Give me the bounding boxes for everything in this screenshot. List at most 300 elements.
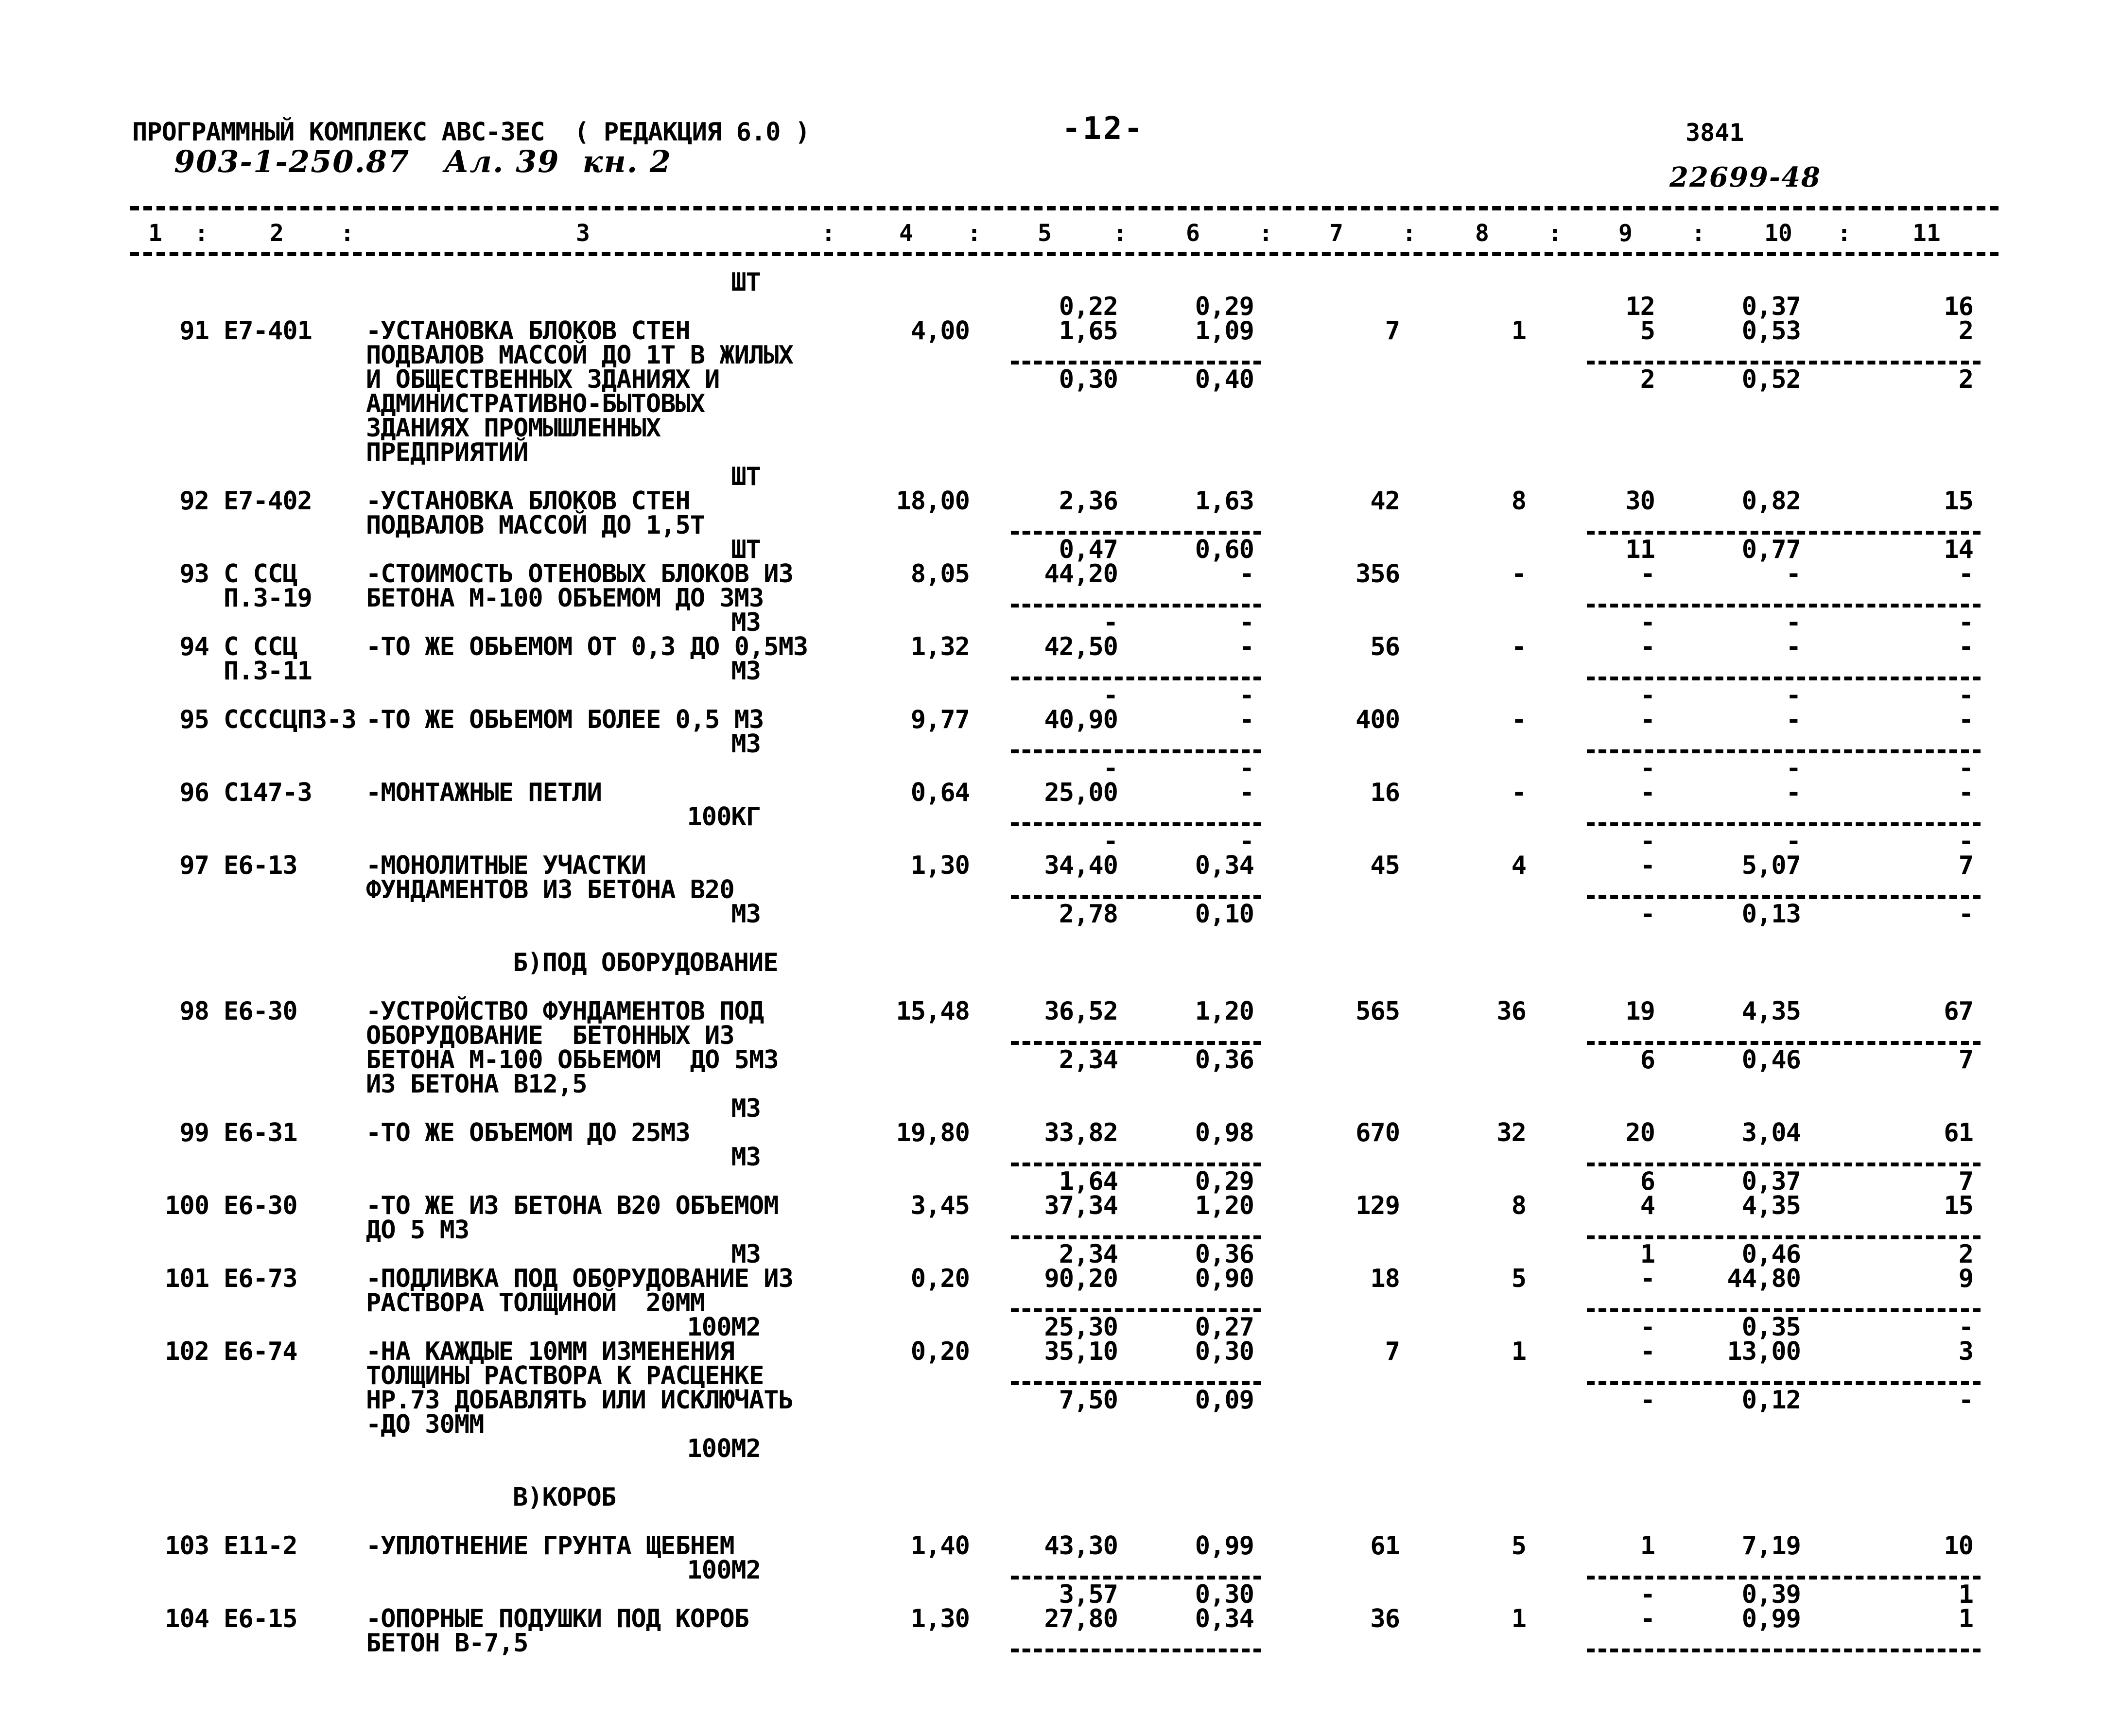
col-header-11: 11 <box>1912 220 1941 247</box>
col-header-4: 4 <box>899 220 913 247</box>
cell-c11: 10 <box>1944 1531 1973 1561</box>
item-description: -УПЛОТНЕНИЕ ГРУНТА ЩЕБНЕМ <box>366 1531 734 1561</box>
cell-c10: 0,46 <box>1741 1240 1801 1269</box>
table-line <box>0 1531 2120 1561</box>
item-code: Е6-30 <box>224 997 297 1026</box>
dashed-separator <box>1011 1041 1261 1045</box>
item-description: -ДО 30ММ <box>366 1410 484 1439</box>
col-header-1: 1 <box>148 220 162 247</box>
cell-c9: - <box>1640 851 1655 880</box>
dashed-separator <box>1011 1576 1261 1580</box>
cell-c6: 1,09 <box>1195 316 1254 346</box>
cell-c7: 356 <box>1355 559 1400 589</box>
cell-c11: - <box>1958 705 1973 734</box>
item-code: Е6-30 <box>224 1191 297 1220</box>
item-description: И ОБЩЕСТВЕННЫХ ЗДАНИЯХ И <box>366 365 720 394</box>
dashed-separator <box>1587 895 1981 899</box>
cell-c9: - <box>1640 632 1655 661</box>
dashed-separator <box>1587 604 1981 608</box>
cell-c9: 19 <box>1625 997 1655 1026</box>
table-line <box>0 1485 2120 1510</box>
unit-label: ШТ <box>731 268 761 297</box>
cell-c10: 0,99 <box>1741 1604 1801 1633</box>
cell-c11: - <box>1958 778 1973 807</box>
cell-c7: 45 <box>1370 851 1400 880</box>
cell-c6: 0,29 <box>1195 1167 1254 1196</box>
cell-c5: 36,52 <box>1044 997 1118 1026</box>
table-body <box>0 268 2120 1658</box>
cell-c8: 1 <box>1511 1337 1526 1366</box>
cell-c4: 0,20 <box>910 1264 970 1293</box>
col-separator: : <box>1259 220 1273 247</box>
table-line <box>0 900 2120 929</box>
table-line <box>0 802 2120 832</box>
dashed-separator <box>1011 531 1261 535</box>
table-line <box>0 729 2120 759</box>
item-description: БЕТОНА М-100 ОБЪЕМОМ ДО 3М3 <box>366 584 764 613</box>
cell-c10: - <box>1786 705 1801 734</box>
item-number: 102 <box>165 1337 209 1366</box>
dashed-separator <box>1011 1235 1261 1239</box>
item-description: БЕТОН В-7,5 <box>366 1629 528 1658</box>
cell-c4: 1,32 <box>910 632 970 661</box>
cell-c7: 42 <box>1370 486 1400 516</box>
item-description: -ТО ЖЕ ОБЪЕМОМ ДО 25М3 <box>366 1118 690 1147</box>
cell-c8: - <box>1511 705 1526 734</box>
dashed-separator <box>1587 1576 1981 1580</box>
table-line <box>0 1386 2120 1415</box>
table-line <box>0 1191 2120 1220</box>
col-header-9: 9 <box>1618 220 1633 247</box>
item-code: Е6-74 <box>224 1337 297 1366</box>
dashed-separator <box>1587 677 1981 680</box>
cell-c6: - <box>1239 778 1254 807</box>
col-header-3: 3 <box>576 220 590 247</box>
cell-c11: - <box>1958 632 1973 661</box>
cell-c5: 40,90 <box>1044 705 1118 734</box>
cell-c6: - <box>1239 705 1254 734</box>
cell-c5: 25,00 <box>1044 778 1118 807</box>
doc-number: 3841 <box>1686 119 1744 147</box>
item-number: 96 <box>179 778 209 807</box>
section-heading: Б)ПОД ОБОРУДОВАНИЕ <box>513 948 778 977</box>
dashed-separator <box>1011 1163 1261 1166</box>
table-line <box>0 632 2120 661</box>
cell-c11: - <box>1958 681 1973 710</box>
table-header-rule <box>130 252 1998 256</box>
cell-c9: 6 <box>1640 1045 1655 1075</box>
cell-c10: 0,13 <box>1741 900 1801 929</box>
cell-c10: 4,35 <box>1741 997 1801 1026</box>
item-description: -ТО ЖЕ ИЗ БЕТОНА В20 ОБЪЕМОМ <box>366 1191 779 1220</box>
cell-c5: 0,30 <box>1059 365 1118 394</box>
table-line <box>0 414 2120 443</box>
table-line <box>0 1169 2120 1194</box>
cell-c4: 1,30 <box>910 851 970 880</box>
cell-c10: - <box>1786 559 1801 589</box>
cell-c5: 0,47 <box>1059 535 1118 564</box>
table-line <box>0 610 2120 635</box>
cell-c9: 4 <box>1640 1191 1655 1220</box>
cell-c4: 3,45 <box>910 1191 970 1220</box>
dashed-separator <box>1587 1041 1981 1045</box>
cell-c7: 7 <box>1385 316 1400 346</box>
item-description: НР.73 ДОБАВЛЯТЬ ИЛИ ИСКЛЮЧАТЬ <box>366 1386 793 1415</box>
cell-c9: - <box>1640 1313 1655 1342</box>
cell-c10: 0,35 <box>1741 1313 1801 1342</box>
cell-c11: - <box>1958 900 1973 929</box>
cell-c9: - <box>1640 754 1655 783</box>
table-top-rule <box>130 206 1998 210</box>
cell-c8: 1 <box>1511 1604 1526 1633</box>
cell-c10: 5,07 <box>1741 851 1801 880</box>
cell-c10: - <box>1786 778 1801 807</box>
item-code: Е6-73 <box>224 1264 297 1293</box>
item-description: ЗДАНИЯХ ПРОМЫШЛЕННЫХ <box>366 414 661 443</box>
item-code: Е6-31 <box>224 1118 297 1147</box>
table-line <box>0 926 2120 951</box>
cell-c7: 670 <box>1355 1118 1400 1147</box>
unit-label: 100М2 <box>687 1434 761 1463</box>
item-code: ССССЦП3-3 <box>224 705 356 734</box>
cell-c7: 61 <box>1370 1531 1400 1561</box>
unit-label: М3 <box>731 729 761 759</box>
cell-c5: - <box>1103 754 1118 783</box>
dashed-separator <box>1587 822 1981 826</box>
cell-c9: 30 <box>1625 486 1655 516</box>
col-separator: : <box>194 220 209 247</box>
unit-label: М3 <box>731 1240 761 1269</box>
table-line <box>0 1629 2120 1658</box>
table-line <box>0 316 2120 346</box>
cell-c11: 7 <box>1958 1045 1973 1075</box>
dashed-separator <box>1011 604 1261 608</box>
cell-c11: 3 <box>1958 1337 1973 1366</box>
cell-c5: 33,82 <box>1044 1118 1118 1147</box>
cell-c6: 1,20 <box>1195 997 1254 1026</box>
item-description: -МОНТАЖНЫЕ ПЕТЛИ <box>366 778 602 807</box>
cell-c10: 0,46 <box>1741 1045 1801 1075</box>
cell-c11: 16 <box>1944 292 1973 321</box>
item-description: ПОДВАЛОВ МАССОЙ ДО 1Т В ЖИЛЫХ <box>366 341 793 370</box>
cell-c9: - <box>1640 608 1655 637</box>
item-description: АДМИНИСТРАТИВНО-БЫТОВЫХ <box>366 389 705 418</box>
cell-c9: - <box>1640 681 1655 710</box>
cell-c11: 14 <box>1944 535 1973 564</box>
cell-c10: 0,82 <box>1741 486 1801 516</box>
cell-c10: 0,53 <box>1741 316 1801 346</box>
cell-c4: 8,05 <box>910 559 970 589</box>
item-code: С ССЦ <box>224 632 297 661</box>
cell-c10: - <box>1786 632 1801 661</box>
cell-c10: 0,37 <box>1741 1167 1801 1196</box>
cell-c5: - <box>1103 827 1118 856</box>
col-separator: : <box>1402 220 1416 247</box>
cell-c6: 0,36 <box>1195 1045 1254 1075</box>
item-number: 98 <box>179 997 209 1026</box>
cell-c6: 0,90 <box>1195 1264 1254 1293</box>
cell-c11: 15 <box>1944 486 1973 516</box>
cell-c9: 1 <box>1640 1531 1655 1561</box>
item-number: 101 <box>165 1264 209 1293</box>
cell-c10: - <box>1786 754 1801 783</box>
item-number: 103 <box>165 1531 209 1561</box>
cell-c10: - <box>1786 681 1801 710</box>
item-number: 91 <box>179 316 209 346</box>
cell-c9: 6 <box>1640 1167 1655 1196</box>
table-line <box>0 584 2120 613</box>
cell-c8: - <box>1511 559 1526 589</box>
cell-c9: 2 <box>1640 365 1655 394</box>
dashed-separator <box>1011 749 1261 753</box>
cell-c6: 0,09 <box>1195 1386 1254 1415</box>
cell-c10: 7,19 <box>1741 1531 1801 1561</box>
table-line <box>0 1264 2120 1293</box>
page-title: ПРОГРАММНЫЙ КОМПЛЕКС АВС-3ЕС ( РЕДАКЦИЯ 6.0 ) <box>132 118 810 147</box>
dashed-separator <box>1011 822 1261 826</box>
table-line <box>0 1510 2120 1534</box>
cell-c11: 2 <box>1958 316 1973 346</box>
cell-c5: 2,78 <box>1059 900 1118 929</box>
col-header-6: 6 <box>1186 220 1200 247</box>
cell-c6: 0,29 <box>1195 292 1254 321</box>
table-line <box>0 975 2120 999</box>
cell-c7: 7 <box>1385 1337 1400 1366</box>
cell-c9: - <box>1640 827 1655 856</box>
cell-c8: 5 <box>1511 1264 1526 1293</box>
cell-c6: 0,27 <box>1195 1313 1254 1342</box>
item-description: РАСТВОРА ТОЛЩИНОЙ 20ММ <box>366 1288 705 1318</box>
cell-c10: 4,35 <box>1741 1191 1801 1220</box>
handwritten-archive-code: 22699-48 <box>1669 161 1821 193</box>
table-line <box>0 1556 2120 1585</box>
cell-c4: 1,40 <box>910 1531 970 1561</box>
table-line <box>0 1143 2120 1172</box>
table-line <box>0 999 2120 1024</box>
cell-c11: - <box>1958 827 1973 856</box>
cell-c5: - <box>1103 608 1118 637</box>
table-line <box>0 341 2120 370</box>
cell-c5: 2,34 <box>1059 1240 1118 1269</box>
cell-c8: 1 <box>1511 316 1526 346</box>
cell-c7: 56 <box>1370 632 1400 661</box>
cell-c5: 90,20 <box>1044 1264 1118 1293</box>
cell-c10: 0,39 <box>1741 1580 1801 1609</box>
cell-c6: - <box>1239 559 1254 589</box>
table-line <box>0 1412 2120 1437</box>
cell-c5: 35,10 <box>1044 1337 1118 1366</box>
cell-c8: - <box>1511 778 1526 807</box>
cell-c6: - <box>1239 632 1254 661</box>
cell-c11: 1 <box>1958 1580 1973 1609</box>
table-line <box>0 853 2120 878</box>
cell-c6: 0,34 <box>1195 1604 1254 1633</box>
cell-c5: 42,50 <box>1044 632 1118 661</box>
dashed-separator <box>1587 1381 1981 1385</box>
item-code: Е6-15 <box>224 1604 297 1633</box>
cell-c8: 8 <box>1511 486 1526 516</box>
table-line <box>0 1288 2120 1318</box>
dashed-separator <box>1587 361 1981 365</box>
cell-c11: 15 <box>1944 1191 1973 1220</box>
cell-c9: - <box>1640 705 1655 734</box>
item-number: 97 <box>179 851 209 880</box>
cell-c8: 8 <box>1511 1191 1526 1220</box>
unit-label: ШТ <box>731 535 761 564</box>
item-description: -МОНОЛИТНЫЕ УЧАСТКИ <box>366 851 646 880</box>
cell-c8: 36 <box>1496 997 1526 1026</box>
cell-c11: 7 <box>1958 851 1973 880</box>
cell-c11: 2 <box>1958 1240 1973 1269</box>
cell-c7: 16 <box>1370 778 1400 807</box>
cell-c11: 9 <box>1958 1264 1973 1293</box>
table-line <box>0 1070 2120 1099</box>
table-line <box>0 292 2120 321</box>
cell-c5: 7,50 <box>1059 1386 1118 1415</box>
table-line <box>0 462 2120 491</box>
dashed-separator <box>1587 1163 1981 1166</box>
handwritten-project-code: 903-1-250.87 Ал. 39 кн. 2 <box>174 144 672 179</box>
cell-c5: 0,22 <box>1059 292 1118 321</box>
cell-c8: - <box>1511 632 1526 661</box>
unit-label: 100М2 <box>687 1556 761 1585</box>
unit-label: М3 <box>731 900 761 929</box>
cell-c10: 0,52 <box>1741 365 1801 394</box>
col-separator: : <box>1691 220 1705 247</box>
table-line <box>0 367 2120 392</box>
cell-c9: 1 <box>1640 1240 1655 1269</box>
cell-c9: - <box>1640 1386 1655 1415</box>
cell-c6: 0,40 <box>1195 365 1254 394</box>
cell-c6: 1,20 <box>1195 1191 1254 1220</box>
col-separator: : <box>967 220 981 247</box>
cell-c4: 18,00 <box>896 486 970 516</box>
table-line <box>0 657 2120 686</box>
dashed-separator <box>1011 361 1261 365</box>
item-description: ОБОРУДОВАНИЕ БЕТОННЫХ ИЗ <box>366 1021 734 1050</box>
table-line <box>0 1604 2120 1633</box>
table-line <box>0 875 2120 904</box>
cell-c10: 0,12 <box>1741 1386 1801 1415</box>
item-code: П.3-19 <box>224 584 312 613</box>
cell-c6: 0,34 <box>1195 851 1254 880</box>
dashed-separator <box>1011 677 1261 680</box>
col-separator: : <box>1548 220 1562 247</box>
table-line <box>0 1215 2120 1245</box>
dashed-separator <box>1587 1308 1981 1312</box>
unit-label: М3 <box>731 608 761 637</box>
cell-c6: 0,30 <box>1195 1337 1254 1366</box>
item-description: ФУНДАМЕНТОВ ИЗ БЕТОНА В20 <box>366 875 734 904</box>
cell-c4: 9,77 <box>910 705 970 734</box>
item-description: -УСТАНОВКА БЛОКОВ СТЕН <box>366 316 690 346</box>
unit-label: 100М2 <box>687 1313 761 1342</box>
cell-c9: - <box>1640 1580 1655 1609</box>
cell-c8: 5 <box>1511 1531 1526 1561</box>
dashed-separator <box>1587 749 1981 753</box>
table-line <box>0 1339 2120 1364</box>
cell-c7: 400 <box>1355 705 1400 734</box>
dashed-separator <box>1011 895 1261 899</box>
cell-c6: 1,63 <box>1195 486 1254 516</box>
table-line <box>0 1021 2120 1050</box>
table-line <box>0 270 2120 295</box>
item-description: -ТО ЖЕ ОБЬЕМОМ ОТ 0,3 ДО 0,5М3 <box>366 632 808 661</box>
cell-c9: - <box>1640 1337 1655 1366</box>
item-description: -НА КАЖДЫЕ 10ММ ИЗМЕНЕНИЯ <box>366 1337 734 1366</box>
item-number: 99 <box>179 1118 209 1147</box>
section-heading: В)КОРОБ <box>513 1483 616 1512</box>
cell-c11: 67 <box>1944 997 1973 1026</box>
cell-c6: 0,60 <box>1195 535 1254 564</box>
item-code: Е11-2 <box>224 1531 297 1561</box>
table-line <box>0 389 2120 418</box>
table-line <box>0 1361 2120 1390</box>
cell-c5: 44,20 <box>1044 559 1118 589</box>
cell-c4: 0,20 <box>910 1337 970 1366</box>
cell-c7: 36 <box>1370 1604 1400 1633</box>
item-description: ДО 5 М3 <box>366 1215 469 1245</box>
item-code: П.3-11 <box>224 657 312 686</box>
dashed-separator <box>1011 1381 1261 1385</box>
table-line <box>0 535 2120 564</box>
cell-c11: - <box>1958 754 1973 783</box>
col-header-2: 2 <box>270 220 284 247</box>
cell-c11: - <box>1958 608 1973 637</box>
item-code: С147-3 <box>224 778 312 807</box>
cell-c4: 15,48 <box>896 997 970 1026</box>
table-line <box>0 1096 2120 1121</box>
dashed-separator <box>1011 1308 1261 1312</box>
cell-c4: 19,80 <box>896 1118 970 1147</box>
dashed-separator <box>1011 1649 1261 1652</box>
cell-c9: 12 <box>1625 292 1655 321</box>
cell-c9: - <box>1640 778 1655 807</box>
item-number: 95 <box>179 705 209 734</box>
cell-c6: - <box>1239 827 1254 856</box>
cell-c6: 0,10 <box>1195 900 1254 929</box>
cell-c6: 0,98 <box>1195 1118 1254 1147</box>
cell-c4: 1,30 <box>910 1604 970 1633</box>
cell-c5: 37,34 <box>1044 1191 1118 1220</box>
cell-c9: - <box>1640 1604 1655 1633</box>
unit-label: М3 <box>731 1094 761 1123</box>
table-line <box>0 1434 2120 1463</box>
table-line <box>0 440 2120 465</box>
cell-c7: 565 <box>1355 997 1400 1026</box>
item-number: 93 <box>179 559 209 589</box>
cell-c4: 0,64 <box>910 778 970 807</box>
cell-c6: - <box>1239 754 1254 783</box>
cell-c10: 3,04 <box>1741 1118 1801 1147</box>
cell-c5: 2,36 <box>1059 486 1118 516</box>
item-description: ПРЕДПРИЯТИЙ <box>366 438 528 467</box>
cell-c7: 18 <box>1370 1264 1400 1293</box>
item-description: -СТОИМОСТЬ ОТЕНОВЫХ БЛОКОВ ИЗ <box>366 559 793 589</box>
cell-c11: 7 <box>1958 1167 1973 1196</box>
item-description: ПОДВАЛОВ МАССОЙ ДО 1,5Т <box>366 511 705 540</box>
cell-c5: 34,40 <box>1044 851 1118 880</box>
item-description: -ПОДЛИВКА ПОД ОБОРУДОВАНИЕ ИЗ <box>366 1264 793 1293</box>
col-separator: : <box>1837 220 1851 247</box>
table-line <box>0 778 2120 807</box>
item-description: -ОПОРНЫЕ ПОДУШКИ ПОД КОРОБ <box>366 1604 749 1633</box>
cell-c5: 3,57 <box>1059 1580 1118 1609</box>
cell-c11: 2 <box>1958 365 1973 394</box>
unit-label: 100КГ <box>687 802 761 832</box>
cell-c6: - <box>1239 608 1254 637</box>
cell-c11: - <box>1958 559 1973 589</box>
